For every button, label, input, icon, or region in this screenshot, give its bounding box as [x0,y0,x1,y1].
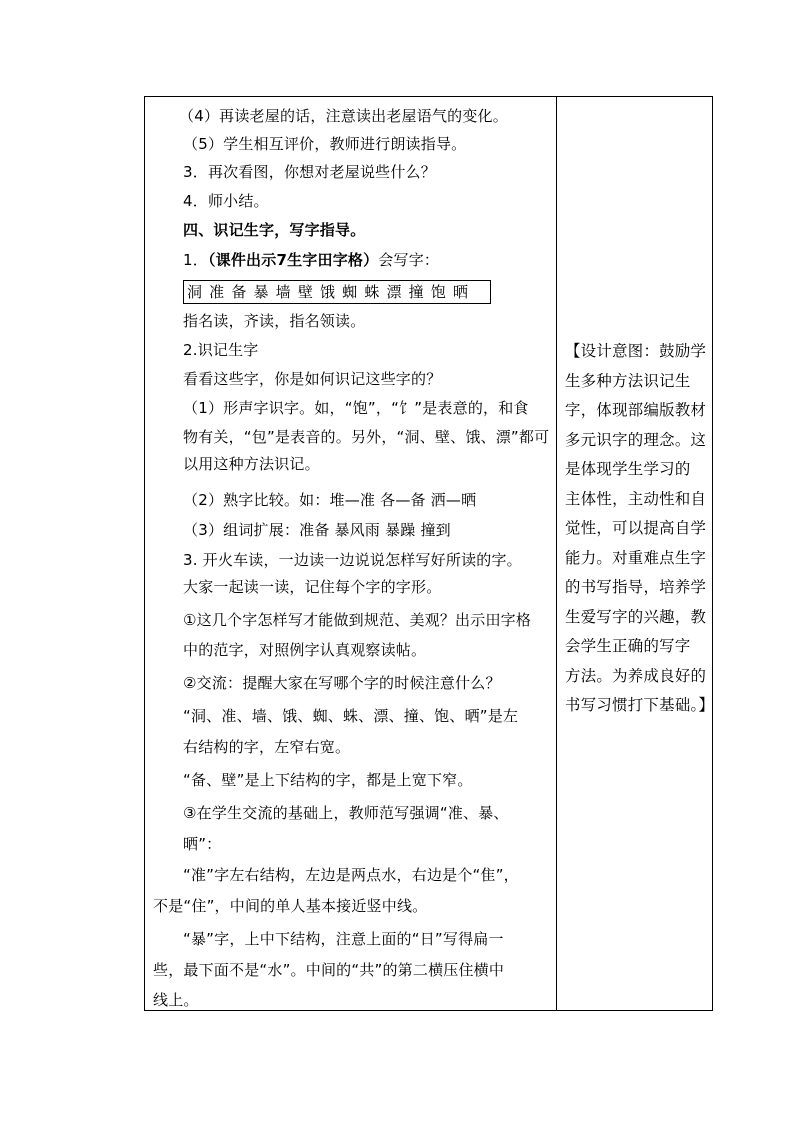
characters-list: 洞 准 备 暴 墙 壁 饿 蜘 蛛 漂 撞 饱 晒 [187,283,469,301]
design-intent-line: 会学生正确的写字 [565,637,691,655]
design-intent-line: 多元识字的理念。这 [565,431,707,449]
text-line: （1）形声字识字。如，“饱”，“饣”是表意的，和食 [183,399,529,417]
text-line: （5）学生相互评价，教师进行朗读指导。 [183,135,467,153]
text-line: ①这几个字怎样写才能做到规范、美观？出示田字格 [183,611,532,629]
text-line: （3）组词扩展：准备 暴风雨 暴躁 撞到 [183,521,451,539]
text-line: 些，最下面不是“水”。中间的“共”的第二横压住横中 [153,961,505,979]
text-line: 线上。 [153,991,199,1009]
design-intent-line: 方法。为养成良好的 [565,667,707,685]
text-line: ②交流：提醒大家在写哪个字的时候注意什么？ [183,674,501,692]
lesson-plan-table [144,96,713,1011]
text-line: “备、壁”是上下结构的字，都是上宽下窄。 [183,771,473,789]
text-line: 大家一起读一读，记住每个字的字形。 [183,578,442,596]
text-line: 晒”： [183,835,222,853]
section-heading: 四、识记生字，写字指导。 [183,221,366,239]
text-line: “准”字左右结构，左边是两点水，右边是个“隹”， [183,866,519,884]
design-intent-line: 是体现学生学习的 [565,460,691,478]
design-intent-line: 书写习惯打下基础。】 [565,696,715,714]
text-line: “暴”字，上中下结构，注意上面的“日”写得扁一 [183,930,504,948]
text-line: 3．再次看图，你想对老屋说些什么？ [183,163,436,181]
text-line: 以用这种方法识记。 [183,455,320,473]
text-line: “洞、准、墙、饿、蜘、蛛、漂、撞、饱、晒”是左 [183,707,519,725]
column-divider [556,97,557,1010]
design-intent-line: 觉性，可以提高自学 [565,519,707,537]
design-intent-line: 主体性，主动性和自 [565,490,707,508]
text-line-content: 1．（课件出示7生字田字格）会写字： [183,251,440,269]
design-intent-line: 的书写指导，培养学 [565,578,707,596]
text-line: 3. 开火车读，一边读一边说说怎样写好所读的字。 [183,551,522,569]
design-intent-line: 字，体现部编版教材 [565,401,707,419]
text-line [183,250,439,270]
design-intent-line: 生爱写字的兴趣，教 [565,608,707,626]
design-intent-line: 【设计意图：鼓励学 [565,342,707,360]
text-line: （4）再读老屋的话，注意读出老屋语气的变化。 [179,107,508,125]
characters-box [183,280,491,304]
text-line: 4．师小结。 [183,192,269,210]
text-line: 中的范字，对照例字认真观察读帖。 [183,641,427,659]
text-line: 2.识记生字 [183,341,259,359]
text-line: 右结构的字，左窄右宽。 [183,738,351,756]
design-intent-line: 能力。对重难点生字 [565,549,707,567]
text-line: 物有关，“包”是表音的。另外，“洞、壁、饿、漂”都可 [183,428,550,446]
text-line: ③在学生交流的基础上，教师范写强调“准、暴、 [183,804,509,822]
text-line: 不是“住”，中间的单人基本接近竖中线。 [153,897,428,915]
text-line: 看看这些字，你是如何识记这些字的？ [183,370,442,388]
design-intent-line: 生多种方法识记生 [565,372,691,390]
text-line: （2）熟字比较。如：堆—准 各—备 洒—晒 [183,491,477,509]
text-line: 指名读，齐读，指名领读。 [183,312,366,330]
